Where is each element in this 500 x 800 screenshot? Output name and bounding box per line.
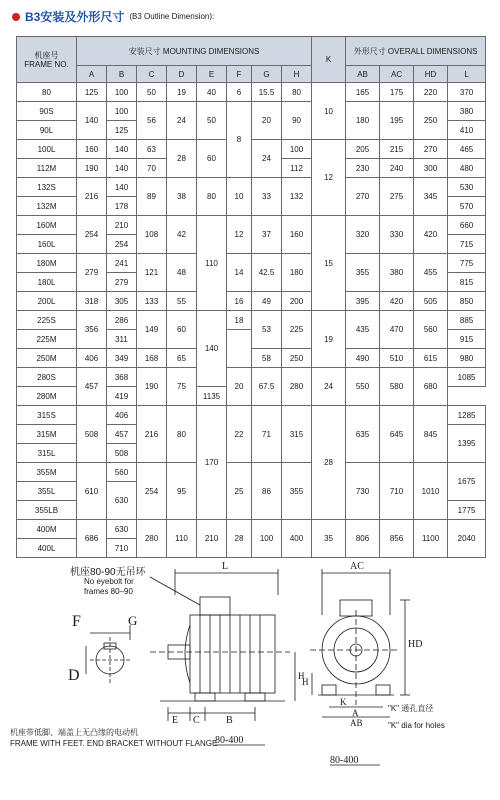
table-row: 280M 419 1135 — [17, 387, 486, 406]
col-A: A — [77, 66, 107, 83]
terminal-box-side — [200, 597, 230, 615]
table-row: 280S 457 368 190 75 20 67.5 280 24 550 580 680 1085 — [17, 368, 486, 387]
table-row: 100L 160 140 63 28 60 24 100 12 205 215 270 465 — [17, 140, 486, 159]
table-row: 225S 356 286 149 60 140 18 53 225 19 435 470 560 885 — [17, 311, 486, 330]
table-row: 160L 254 715 — [17, 235, 486, 254]
table-row: 315S 508 406 216 80 170 22 71 315 28 635 645 845 1285 — [17, 406, 486, 425]
table-row: 225M 311 915 — [17, 330, 486, 349]
table-row: 355LB 1775 — [17, 501, 486, 520]
range-side: 80-400 — [215, 735, 244, 746]
col-C: C — [137, 66, 167, 83]
motor-body-side — [190, 615, 275, 693]
label-K: K — [340, 697, 347, 707]
bullet-icon — [12, 13, 20, 21]
table-row: 315L 508 — [17, 444, 486, 463]
table-body — [17, 83, 486, 558]
section-title — [12, 8, 214, 25]
note-en-2: frames 80–90 — [84, 587, 133, 596]
label-A: A — [352, 708, 359, 718]
col-HD: HD — [414, 66, 448, 83]
mounting-header: 安装尺寸 MOUNTING DIMENSIONS — [77, 37, 312, 66]
table-row: 80 125 100 50 19 40 6 15.5 80 10 165 175 220 370 — [17, 83, 486, 102]
table-row: 355L 630 — [17, 482, 486, 501]
table-row: 200L 318 305 133 55 16 49 200 395 420 505 850 — [17, 292, 486, 311]
label-L: L — [222, 561, 229, 572]
range-end: 80-400 — [330, 755, 359, 766]
col-K: K — [312, 37, 346, 83]
table-row: 250M 406 349 168 65 58 250 490 510 615 980 — [17, 349, 486, 368]
holes-en: "K" dia for holes — [388, 721, 445, 730]
note-cn: 机座80-90无吊环 — [70, 567, 146, 578]
footer-cn: 机座带低脚、端盖上无凸缘的电动机 — [10, 728, 138, 737]
label-AB: AB — [350, 718, 363, 728]
holes-cn: "K" 通孔直径 — [388, 704, 434, 713]
label-F: F — [72, 613, 81, 630]
frame-header: 机座号 FRAME NO. — [17, 37, 77, 83]
label-C: C — [193, 715, 200, 726]
table-row: 160M 254 210 108 42 110 12 37 160 15 320 330 420 660 — [17, 216, 486, 235]
table-row: 400M 686 630 280 110 210 28 100 400 35 806 856 1100 2040 — [17, 520, 486, 539]
overall-header: 外形尺寸 OVERALL DIMENSIONS — [346, 37, 486, 66]
note-en-1: No eyebolt for — [84, 577, 134, 586]
col-H: H — [282, 66, 312, 83]
col-AC: AC — [380, 66, 414, 83]
dimension-table — [16, 36, 486, 558]
label-E: E — [172, 715, 179, 726]
table-row: 315M 457 1395 — [17, 425, 486, 444]
table-row: 132M 178 570 — [17, 197, 486, 216]
table-row: 112M 190 140 70 112 230 240 300 480 — [17, 159, 486, 178]
col-D: D — [167, 66, 197, 83]
col-B: B — [107, 66, 137, 83]
table-row: 90L 125 410 — [17, 121, 486, 140]
col-F: F — [227, 66, 252, 83]
title-main: B3安装及外形尺寸 — [25, 10, 125, 24]
col-AB: AB — [346, 66, 380, 83]
footer-en: FRAME WITH FEET. END BRACKET WITHOUT FLANGE — [10, 739, 218, 748]
table-row: 180L 279 815 — [17, 273, 486, 292]
label-D: D — [68, 667, 80, 684]
outline-drawings — [0, 555, 500, 800]
table-row: 400L 710 — [17, 539, 486, 558]
label-HD: HD — [408, 639, 423, 650]
title-sub: (B3 Outline Dimension): — [129, 12, 215, 21]
table-row: 355M 610 560 254 95 25 86 355 730 710 1010 1675 — [17, 463, 486, 482]
table-row: 180M 279 241 121 48 14 42.5 180 355 380 455 775 — [17, 254, 486, 273]
table-row: 132S 216 140 89 38 80 10 33 132 270 275 345 530 — [17, 178, 486, 197]
label-H-side: H — [298, 671, 305, 681]
col-G: G — [252, 66, 282, 83]
table-row: 90S 140 100 56 24 50 8 20 90 180 195 250 380 — [17, 102, 486, 121]
label-H-end: H — [302, 677, 309, 687]
col-E: E — [197, 66, 227, 83]
col-L: L — [448, 66, 486, 83]
label-G: G — [128, 613, 138, 628]
label-B: B — [226, 715, 233, 726]
label-AC: AC — [350, 561, 364, 572]
